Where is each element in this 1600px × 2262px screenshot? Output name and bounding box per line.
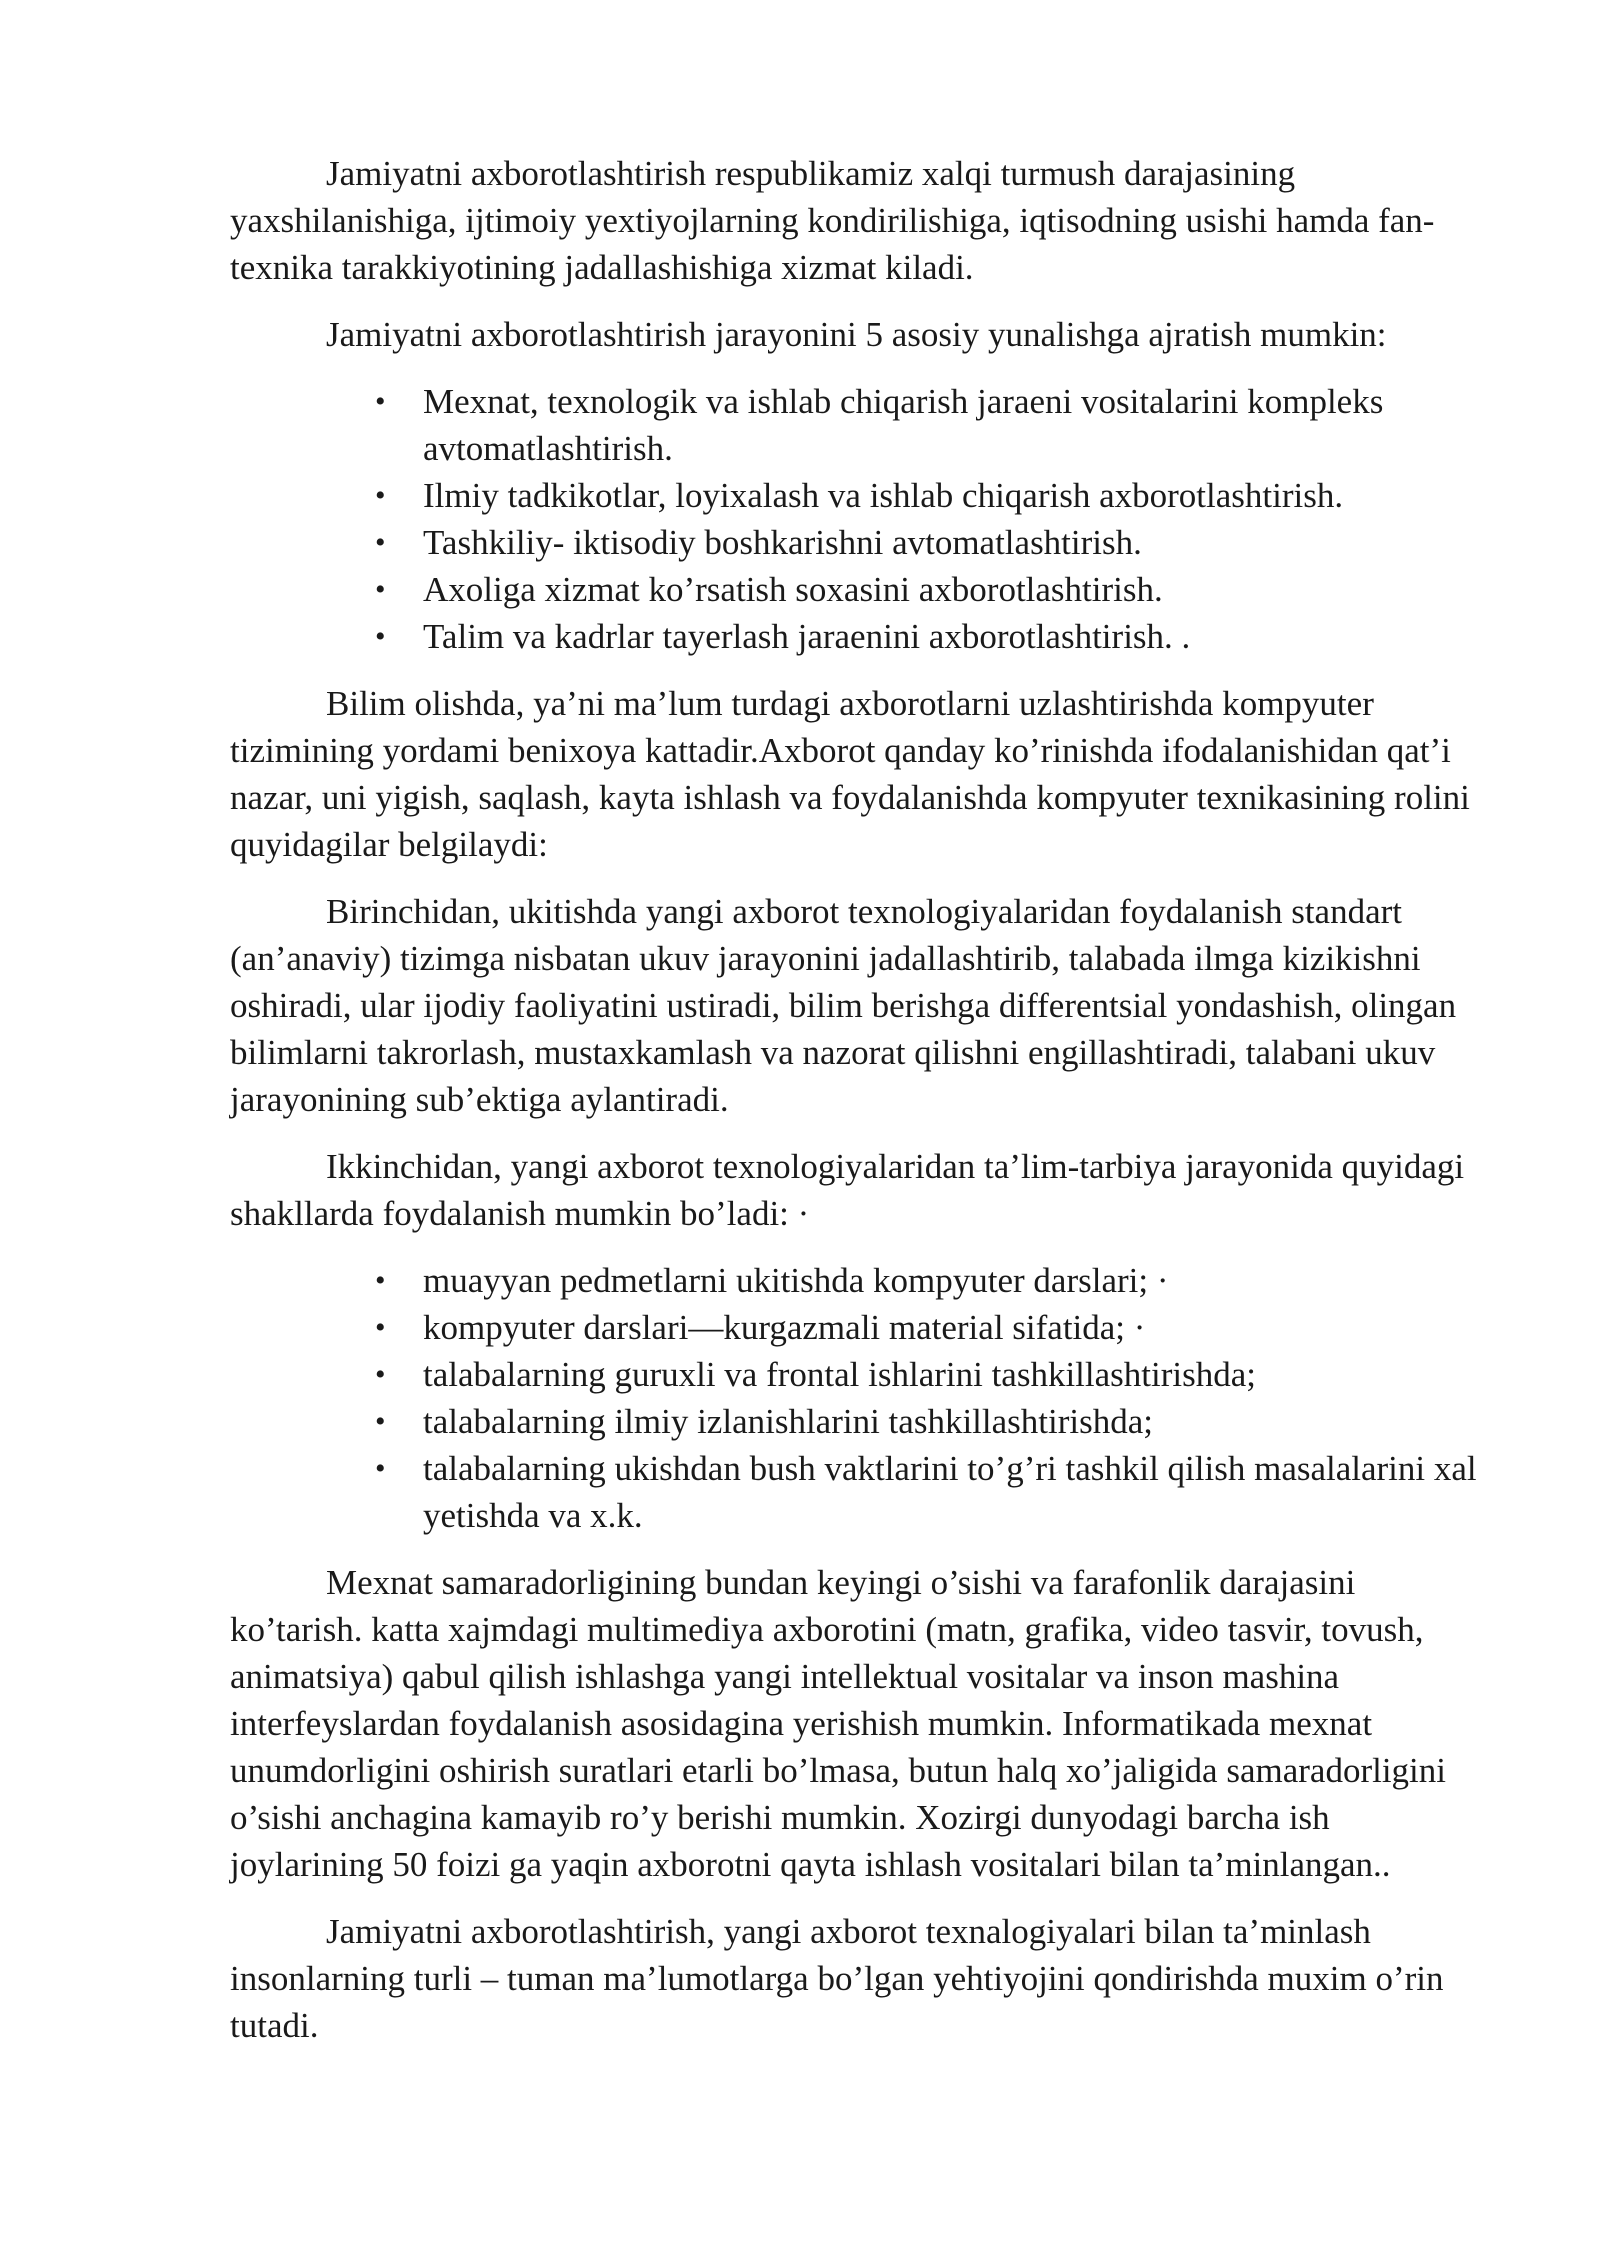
document-page bbox=[230, 150, 1490, 2069]
list-item-text: Talim va kadrlar tayerlash jaraenini axborotlashtirish. . bbox=[423, 617, 1191, 656]
list-item bbox=[375, 1445, 1490, 1539]
paragraph-knowledge: Bilim olishda, ya’ni ma’lum turdagi axborotlarni uzlashtirishda kompyuter tizimining yordami benixoya kattadir.Axborot qanday ko’rinishda ifodalanishidan qat’i nazar, uni yigish, saqlash, kayta ishlash va foydalanishda kompyuter texnikasining rolini quyidagilar belgilaydi: bbox=[230, 684, 1470, 864]
bullet-icon: • bbox=[375, 620, 386, 653]
paragraph-intro: Jamiyatni axborotlashtirish respublikamiz xalqi turmush darajasining yaxshilanishiga, ijtimoiy yextiyojlarning kondirilishiga, iqtisodning usishi hamda fan-texnika tarakkiyotining jadallashishiga xizmat kiladi. bbox=[230, 154, 1435, 287]
bullet-icon: • bbox=[375, 526, 386, 559]
list-item-text: Tashkiliy- iktisodiy boshkarishni avtomatlashtirish. bbox=[423, 523, 1142, 562]
list-item bbox=[375, 566, 1490, 613]
paragraph-directions-lead: Jamiyatni axborotlashtirish jarayonini 5 asosiy yunalishga ajratish mumkin: bbox=[326, 315, 1387, 354]
paragraph-first: Birinchidan, ukitishda yangi axborot texnologiyalaridan foydalanish standart (an’anaviy) tizimga nisbatan ukuv jarayonini jadallashtirib, talabada ilmga kizikishni oshiradi, ular ijodiy faoliyatini ustiradi, bilim berishga differentsial yondashish, olingan bilimlarni takrorlash, mustaxkamlash va nazorat qilishni engillashtiradi, talabani ukuv jarayonining sub’ektiga aylantiradi. bbox=[230, 892, 1457, 1119]
directions-list bbox=[230, 378, 1490, 660]
bullet-icon: • bbox=[375, 1405, 386, 1438]
bullet-icon: • bbox=[375, 479, 386, 512]
list-item bbox=[375, 613, 1490, 660]
bullet-icon: • bbox=[375, 1452, 386, 1485]
list-item bbox=[375, 519, 1490, 566]
list-item bbox=[375, 1304, 1490, 1351]
list-item bbox=[375, 1351, 1490, 1398]
bullet-icon: • bbox=[375, 1264, 386, 1297]
list-item-text: muayyan pedmetlarni ukitishda kompyuter darslari; · bbox=[423, 1261, 1169, 1300]
list-item-text: Ilmiy tadkikotlar, loyixalash va ishlab chiqarish axborotlashtirish. bbox=[423, 476, 1344, 515]
bullet-icon: • bbox=[375, 1311, 386, 1344]
list-item bbox=[375, 378, 1490, 472]
list-item bbox=[375, 1257, 1490, 1304]
bullet-icon: • bbox=[375, 385, 386, 418]
paragraph-second: Ikkinchidan, yangi axborot texnologiyalaridan ta’lim-tarbiya jarayonida quyidagi shakllarda foydalanish mumkin bo’ladi: · bbox=[230, 1147, 1465, 1233]
forms-list bbox=[230, 1257, 1490, 1539]
list-item-text: talabalarning guruxli va frontal ishlarini tashkillashtirishda; bbox=[423, 1355, 1256, 1394]
list-item bbox=[375, 1398, 1490, 1445]
paragraph-conclusion: Jamiyatni axborotlashtirish, yangi axborot texnalogiyalari bilan ta’minlash insonlarning turli – tuman ma’lumotlarga bo’lgan yehtiyojini qondirishda muxim o’rin tutadi. bbox=[230, 1912, 1444, 2045]
list-item-text: Mexnat, texnologik va ishlab chiqarish jaraeni vositalarini kompleks avtomatlashtirish. bbox=[423, 382, 1384, 468]
bullet-icon: • bbox=[375, 1358, 386, 1391]
list-item-text: Axoliga xizmat ko’rsatish soxasini axborotlashtirish. bbox=[423, 570, 1163, 609]
paragraph-productivity: Mexnat samaradorligining bundan keyingi o’sishi va farafonlik darajasini ko’tarish. katta xajmdagi multimediya axborotini (matn, grafika, video tasvir, tovush, animatsiya) qabul qilish ishlashga yangi intellektual vositalar va inson mashina interfeyslardan foydalanish asosidagina yerishish mumkin. Informatikada mexnat unumdorligini oshirish suratlari etarli bo’lmasa, butun halq xo’jaligida samaradorligini o’sishi anchagina kamayib ro’y berishi mumkin. Xozirgi dunyodagi barcha ish joylarining 50 foizi ga yaqin axborotni qayta ishlash vositalari bilan ta’minlangan.. bbox=[230, 1563, 1446, 1884]
list-item-text: kompyuter darslari—kurgazmali material sifatida; · bbox=[423, 1308, 1146, 1347]
bullet-icon: • bbox=[375, 573, 386, 606]
list-item-text: talabalarning ukishdan bush vaktlarini to’g’ri tashkil qilish masalalarini xal yetishda va x.k. bbox=[423, 1449, 1477, 1535]
list-item-text: talabalarning ilmiy izlanishlarini tashkillashtirishda; bbox=[423, 1402, 1153, 1441]
list-item bbox=[375, 472, 1490, 519]
